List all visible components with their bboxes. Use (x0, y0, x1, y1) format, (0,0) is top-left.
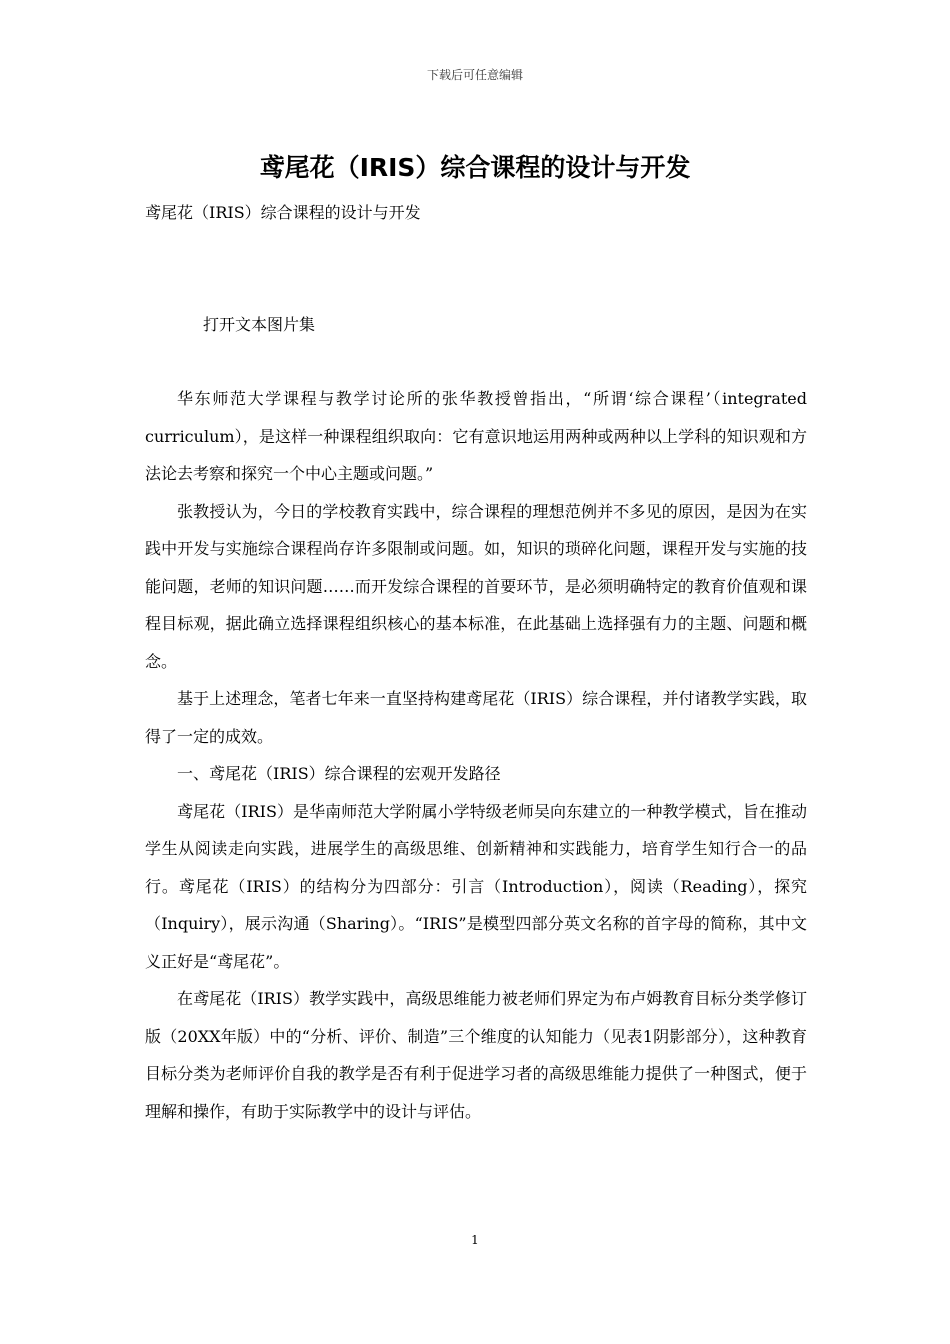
image-gallery-note: 打开文本图片集 (203, 315, 316, 334)
document-title: 鸢尾花（IRIS）综合课程的设计与开发 (259, 153, 691, 182)
paragraph: 鸢尾花（IRIS）是华南师范大学附属小学特级老师吴向东建立的一种教学模式，旨在推动学生从阅读走向实践，进展学生的高级思维、创新精神和实践能力，培育学生知行合一的品行。鸢尾花（IRIS）的结构分为四部分：引言（Introduction），阅读（Reading），探究（Inquiry），展示沟通（Sharing）。“IRIS”是模型四部分英文名称的首字母的简称，其中文义正好是“鸢尾花”。 (145, 801, 807, 971)
section-heading: 一、鸢尾花（IRIS）综合课程的宏观开发路径 (177, 764, 501, 783)
paragraph: 在鸢尾花（IRIS）教学实践中，高级思维能力被老师们界定为布卢姆教育目标分类学修订版（20XX年版）中的“分析、评价、制造”三个维度的认知能力（见表1阴影部分），这种教育目标分类为老师评价自我的教学是否有利于促进学习者的高级思维能力提供了一种图式，便于理解和操作，有助于实际教学中的设计与评估。 (145, 989, 807, 1121)
page-number: 1 (471, 1233, 479, 1247)
header-note: 下载后可任意编辑 (426, 68, 523, 82)
body-text (145, 380, 807, 1130)
document-subtitle: 鸢尾花（IRIS）综合课程的设计与开发 (145, 203, 421, 222)
paragraph: 华东师范大学课程与教学讨论所的张华教授曾指出，“所谓‘综合课程’（integrated curriculum），是这样一种课程组织取向：它有意识地运用两种或两种以上学科的知识观和方法论去考察和探究一个中心主题或问题。” (145, 389, 807, 483)
paragraph: 基于上述理念，笔者七年来一直坚持构建鸢尾花（IRIS）综合课程，并付诸教学实践，取得了一定的成效。 (145, 689, 807, 746)
paragraph: 张教授认为，今日的学校教育实践中，综合课程的理想范例并不多见的原因，是因为在实践中开发与实施综合课程尚存许多限制或问题。如，知识的琐碎化问题，课程开发与实施的技能问题，老师的知识问题……而开发综合课程的首要环节，是必须明确特定的教育价值观和课程目标观，据此确立选择课程组织核心的基本标准，在此基础上选择强有力的主题、问题和概念。 (145, 501, 807, 671)
